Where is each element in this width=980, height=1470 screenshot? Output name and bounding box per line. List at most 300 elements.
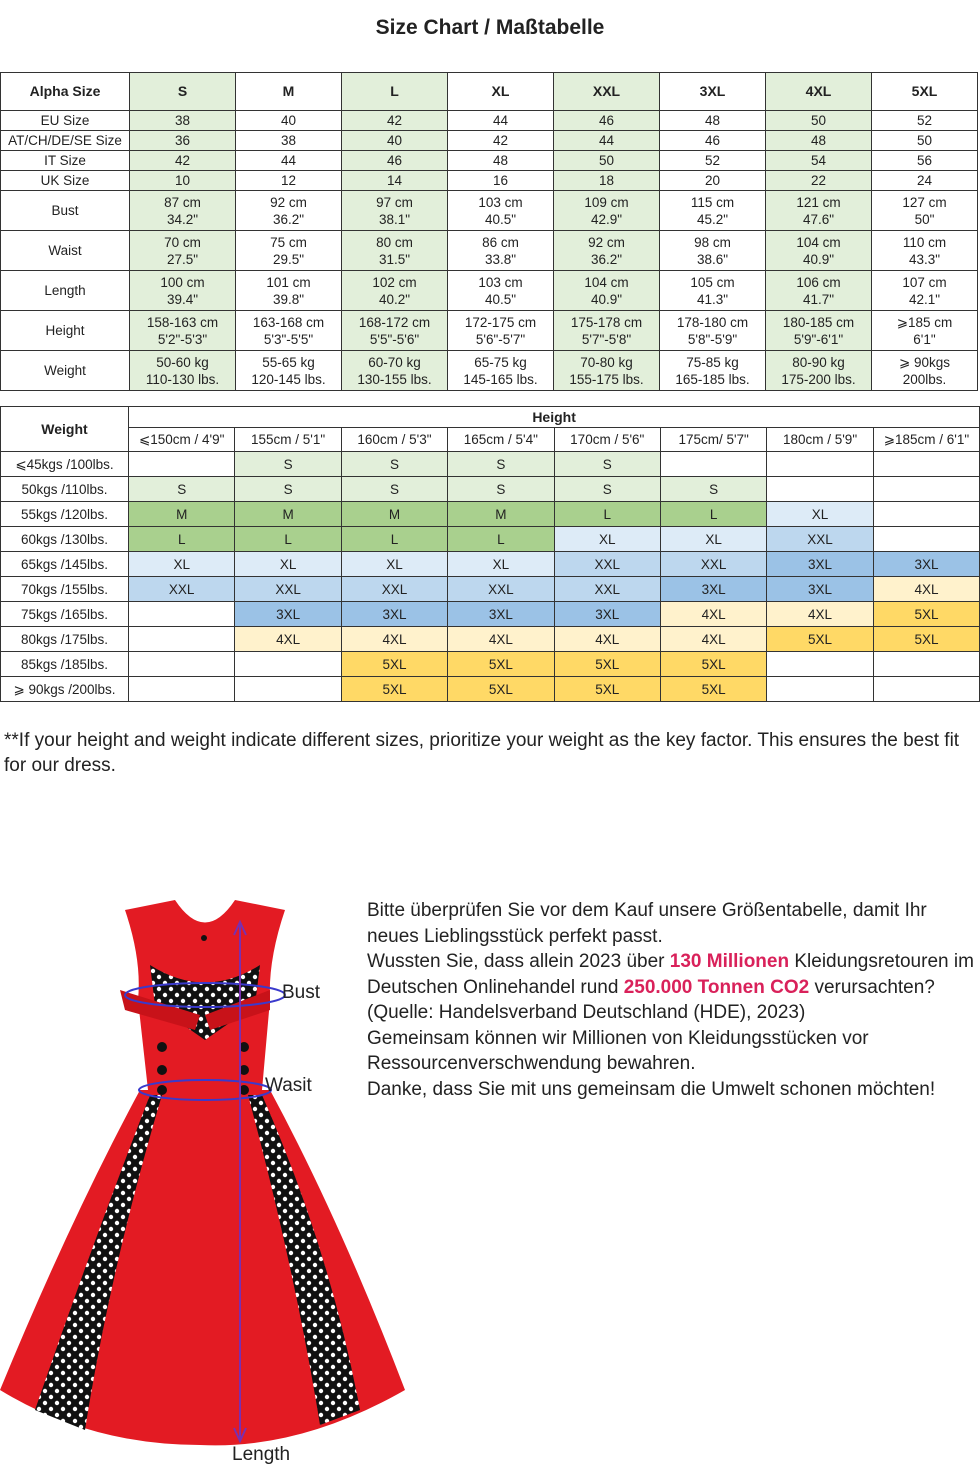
imperial-value: 5'7"-5'8" [581,331,632,347]
imperial-value: 5'3"-5'5" [263,331,314,347]
imperial-value: 42.9" [590,211,623,227]
imperial-value: 155-175 lbs. [569,371,644,387]
size-header-cell: 3XL [660,73,766,111]
fit-size-cell: L [129,527,235,552]
fit-size-cell [767,652,873,677]
metric-value: 70-80 kg [580,354,633,370]
row-label: Weight [1,351,130,391]
fit-size-cell [873,652,979,677]
imperial-value: 40.2" [378,291,411,307]
fit-size-cell: S [448,452,554,477]
fit-size-cell: S [660,477,766,502]
size-cell: 40 [236,111,342,131]
fit-size-cell: XL [554,527,660,552]
fit-size-cell [767,452,873,477]
metric-value: 106 cm [796,274,841,290]
size-cell [766,231,872,271]
imperial-value: 145-165 lbs. [463,371,538,387]
size-cell: 36 [130,131,236,151]
size-cell [660,231,766,271]
size-cell [130,191,236,231]
alpha-size-header: Alpha Size [1,73,130,111]
fit-size-cell: 4XL [448,627,554,652]
size-cell: 42 [448,131,554,151]
returns-highlight: 130 Millionen [669,951,790,972]
info-line-1: Bitte überprüfen Sie vor dem Kauf unsere Größentabelle, damit Ihr neues Lieblingsstück perfekt passt. [367,900,927,947]
fit-height-row [1,428,980,452]
fit-size-cell: 5XL [341,652,447,677]
imperial-value: 120-145 lbs. [251,371,326,387]
size-cell [766,271,872,311]
size-cell: 50 [872,131,978,151]
height-header-cell: 160cm / 5'3" [341,428,447,452]
size-cell [130,271,236,311]
size-cell: 10 [130,171,236,191]
length-label: Length [232,1444,291,1465]
fit-size-cell: XL [235,552,341,577]
metric-value: 65-75 kg [474,354,527,370]
size-cell [554,271,660,311]
weight-label: 80kgs /175lbs. [1,627,129,652]
imperial-value: 41.7" [802,291,835,307]
metric-value: 180-185 cm [782,314,855,330]
size-header-cell: 4XL [766,73,872,111]
size-cell [342,271,448,311]
imperial-value: 38.1" [378,211,411,227]
size-cell [660,271,766,311]
size-cell: 56 [872,151,978,171]
size-table-row [1,151,978,171]
fit-size-cell: XXL [660,552,766,577]
size-cell [342,311,448,351]
fit-size-cell: M [129,502,235,527]
fit-size-cell: 3XL [767,577,873,602]
co2-highlight: 250.000 Tonnen CO2 [623,976,810,998]
size-cell: 46 [554,111,660,131]
row-label: Length [1,271,130,311]
row-label: IT Size [1,151,130,171]
metric-value: 103 cm [478,194,523,210]
metric-value: 97 cm [376,194,413,210]
size-cell: 40 [342,131,448,151]
metric-value: 110 cm [902,234,947,250]
weight-label: ⩾ 90kgs /200lbs. [1,677,129,702]
fit-size-cell: 5XL [554,652,660,677]
fit-size-cell: XL [129,552,235,577]
size-cell [236,311,342,351]
size-cell [448,311,554,351]
fit-chart-table [0,406,980,702]
waist-label: Wasit [265,1075,312,1096]
size-header-cell: L [342,73,448,111]
fit-size-cell: M [235,502,341,527]
fit-size-cell: S [554,452,660,477]
fit-size-cell: 3XL [341,602,447,627]
size-cell [236,191,342,231]
fit-size-cell: XXL [341,577,447,602]
size-header-cell: 5XL [872,73,978,111]
size-cell: 20 [660,171,766,191]
metric-value: 101 cm [266,274,311,290]
row-label: EU Size [1,111,130,131]
imperial-value: 5'5"-5'6" [369,331,420,347]
fit-size-cell [873,477,979,502]
fit-table-row [1,527,980,552]
fit-size-cell: L [448,527,554,552]
fit-size-cell: M [448,502,554,527]
imperial-value: 36.2" [590,251,623,267]
size-cell [448,231,554,271]
size-header-cell: S [130,73,236,111]
metric-value: 168-172 cm [358,314,431,330]
metric-value: 115 cm [690,194,735,210]
fit-table-row [1,677,980,702]
imperial-value: 34.2" [166,211,199,227]
fit-size-cell: L [554,502,660,527]
size-cell: 46 [342,151,448,171]
fit-table-row [1,627,980,652]
fit-size-cell: 5XL [660,677,766,702]
metric-value: 105 cm [690,274,735,290]
fit-size-cell [767,677,873,702]
size-cell [448,351,554,391]
info-line-2: Wussten Sie, dass allein 2023 über 130 Millionen Kleidungsretouren im Deutschen Onlinehandel rund 250.000 Tonnen CO2 verursachten? [367,951,974,998]
fit-size-cell [767,477,873,502]
size-cell [236,351,342,391]
size-cell [236,271,342,311]
weight-label: 50kgs /110lbs. [1,477,129,502]
metric-value: 104 cm [584,274,629,290]
metric-value: 87 cm [164,194,201,210]
fit-table-row [1,477,980,502]
size-cell [236,231,342,271]
fit-size-cell [873,502,979,527]
fit-size-cell: L [660,502,766,527]
fit-size-cell [873,527,979,552]
size-table-row [1,111,978,131]
metric-value: 178-180 cm [676,314,749,330]
fit-size-cell: L [235,527,341,552]
size-header-row [1,73,978,111]
size-cell [342,231,448,271]
size-header-cell: M [236,73,342,111]
weight-label: 60kgs /130lbs. [1,527,129,552]
size-cell [872,231,978,271]
imperial-value: 5'8"-5'9" [687,331,738,347]
size-table-row [1,131,978,151]
fit-size-cell: S [554,477,660,502]
metric-value: 92 cm [270,194,307,210]
fit-size-cell: 4XL [767,602,873,627]
fit-size-cell: 4XL [873,577,979,602]
size-cell: 38 [236,131,342,151]
imperial-value: 40.5" [484,211,517,227]
size-cell [448,191,554,231]
fit-size-cell: S [235,477,341,502]
weight-label: 70kgs /155lbs. [1,577,129,602]
size-cell [554,351,660,391]
imperial-value: 45.2" [696,211,729,227]
imperial-value: 5'9"-6'1" [793,331,844,347]
size-cell: 54 [766,151,872,171]
size-cell [130,351,236,391]
imperial-value: 40.5" [484,291,517,307]
size-cell: 42 [130,151,236,171]
imperial-value: 5'6"-5'7" [475,331,526,347]
size-cell [448,271,554,311]
metric-value: 80-90 kg [792,354,845,370]
fit-size-cell: XXL [129,577,235,602]
size-cell [766,191,872,231]
size-cell: 44 [448,111,554,131]
fit-size-cell: 4XL [235,627,341,652]
size-cell: 22 [766,171,872,191]
info-text [367,898,977,1102]
fit-size-cell [235,652,341,677]
fit-size-cell: XL [660,527,766,552]
info-line-3: (Quelle: Handelsverband Deutschland (HDE), 2023) [367,1002,806,1023]
size-cell: 52 [660,151,766,171]
fit-size-cell: S [341,477,447,502]
metric-value: 98 cm [694,234,731,250]
size-cell: 44 [236,151,342,171]
metric-value: 55-65 kg [262,354,315,370]
imperial-value: 43.3" [908,251,941,267]
fit-size-cell: XXL [554,552,660,577]
fit-table-row [1,552,980,577]
height-header-cell: 155cm / 5'1" [235,428,341,452]
imperial-value: 39.8" [272,291,305,307]
height-header-cell: 170cm / 5'6" [554,428,660,452]
size-cell [130,231,236,271]
size-cell: 50 [766,111,872,131]
size-cell: 18 [554,171,660,191]
imperial-value: 38.6" [696,251,729,267]
fit-size-cell [660,452,766,477]
fit-size-cell [235,677,341,702]
row-label: AT/CH/DE/SE Size [1,131,130,151]
fit-size-cell: 5XL [873,627,979,652]
metric-value: 121 cm [796,194,841,210]
imperial-value: 165-185 lbs. [675,371,750,387]
bust-label: Bust [282,982,321,1003]
info-line-5: Danke, dass Sie mit uns gemeinsam die Umwelt schonen möchten! [367,1078,936,1100]
size-table-row [1,311,978,351]
fit-size-cell: 3XL [554,602,660,627]
imperial-value: 42.1" [908,291,941,307]
size-cell [872,191,978,231]
weight-label: 55kgs /120lbs. [1,502,129,527]
height-header-cell: ⩾185cm / 6'1" [873,428,979,452]
size-cell [660,311,766,351]
size-cell: 52 [872,111,978,131]
size-table-row [1,231,978,271]
row-label: Waist [1,231,130,271]
fit-size-cell: 4XL [660,602,766,627]
imperial-value: 40.9" [802,251,835,267]
imperial-value: 200lbs. [902,371,947,387]
height-header-cell: 180cm / 5'9" [767,428,873,452]
fit-size-cell: XXL [448,577,554,602]
fit-size-cell [129,677,235,702]
imperial-value: 130-155 lbs. [357,371,432,387]
fit-size-cell: 3XL [873,552,979,577]
row-label: Bust [1,191,130,231]
size-cell: 48 [766,131,872,151]
size-table-row [1,171,978,191]
imperial-value: 31.5" [378,251,411,267]
fit-table-row [1,577,980,602]
size-cell: 12 [236,171,342,191]
sizing-note: **If your height and weight indicate different sizes, prioritize your weight as the key factor. This ensures the best fit for our dress. [4,730,960,776]
imperial-value: 33.8" [484,251,517,267]
metric-value: 80 cm [376,234,413,250]
fit-table-row [1,502,980,527]
fit-size-cell [873,677,979,702]
imperial-value: 40.9" [590,291,623,307]
imperial-value: 110-130 lbs. [145,371,220,387]
fit-size-cell: S [129,477,235,502]
size-cell: 16 [448,171,554,191]
imperial-value: 41.3" [696,291,729,307]
imperial-value: 27.5" [166,251,199,267]
metric-value: 50-60 kg [156,354,209,370]
size-cell [554,191,660,231]
fit-size-cell: 3XL [660,577,766,602]
fit-size-cell [129,627,235,652]
size-chart-table [0,72,978,391]
height-header-cell: 175cm/ 5'7" [660,428,766,452]
size-cell: 38 [130,111,236,131]
size-cell: 48 [448,151,554,171]
row-label: Height [1,311,130,351]
fit-size-cell: L [341,527,447,552]
weight-label: 85kgs /185lbs. [1,652,129,677]
size-table-row [1,271,978,311]
size-cell: 14 [342,171,448,191]
height-group-header: Height [129,407,980,428]
fit-size-cell: 3XL [448,602,554,627]
size-cell: 24 [872,171,978,191]
metric-value: 86 cm [482,234,519,250]
size-cell [342,191,448,231]
fit-size-cell: 4XL [554,627,660,652]
metric-value: 70 cm [164,234,201,250]
metric-value: ⩾ 90kgs [898,354,951,370]
size-cell: 46 [660,131,766,151]
fit-size-cell: XXL [554,577,660,602]
metric-value: 75 cm [270,234,307,250]
metric-value: 75-85 kg [686,354,739,370]
size-cell [660,351,766,391]
size-cell [342,351,448,391]
fit-size-cell: XXL [767,527,873,552]
size-cell: 44 [554,131,660,151]
fit-size-cell: 4XL [660,627,766,652]
fit-size-cell [129,452,235,477]
fit-size-cell [129,602,235,627]
fit-size-cell: XXL [235,577,341,602]
size-table-row [1,351,978,391]
fit-size-cell: M [341,502,447,527]
metric-value: 60-70 kg [368,354,421,370]
metric-value: 100 cm [160,274,205,290]
info-line-4: Gemeinsam können wir Millionen von Kleidungsstücken vor Ressourcenverschwendung bewahren. [367,1027,869,1074]
fit-size-cell: S [235,452,341,477]
imperial-value: 39.4" [166,291,199,307]
size-cell [660,191,766,231]
weight-label: 75kgs /165lbs. [1,602,129,627]
size-cell [872,351,978,391]
size-cell [872,271,978,311]
size-cell [872,311,978,351]
metric-value: 92 cm [588,234,625,250]
fit-size-cell: 4XL [341,627,447,652]
size-cell [766,311,872,351]
height-header-cell: 165cm / 5'4" [448,428,554,452]
weight-corner-header: Weight [1,407,129,452]
fit-size-cell [129,652,235,677]
metric-value: 104 cm [796,234,841,250]
fit-size-cell: 5XL [873,602,979,627]
size-cell: 48 [660,111,766,131]
fit-size-cell: XL [341,552,447,577]
size-cell [554,311,660,351]
fit-size-cell: S [448,477,554,502]
size-table-row [1,191,978,231]
metric-value: 158-163 cm [146,314,219,330]
weight-label: ⩽45kgs /100lbs. [1,452,129,477]
height-header-cell: ⩽150cm / 4'9" [129,428,235,452]
imperial-value: 47.6" [802,211,835,227]
fit-size-cell [873,452,979,477]
fit-size-cell: S [341,452,447,477]
dress-illustration [0,890,410,1470]
size-header-cell: XXL [554,73,660,111]
fit-size-cell: 5XL [660,652,766,677]
fit-header-row [1,407,980,428]
fit-size-cell: 5XL [448,677,554,702]
metric-value: 172-175 cm [464,314,537,330]
size-header-cell: XL [448,73,554,111]
fit-table-row [1,602,980,627]
fit-size-cell: XL [448,552,554,577]
metric-value: 163-168 cm [252,314,325,330]
page-title: Size Chart / Maßtabelle [375,16,605,39]
metric-value: 109 cm [584,194,629,210]
fit-table-row [1,652,980,677]
row-label: UK Size [1,171,130,191]
imperial-value: 5'2"-5'3" [157,331,208,347]
fit-table-row [1,452,980,477]
metric-value: 103 cm [478,274,523,290]
size-cell [130,311,236,351]
imperial-value: 29.5" [272,251,305,267]
fit-size-cell: 3XL [235,602,341,627]
size-cell [766,351,872,391]
fit-size-cell: 5XL [767,627,873,652]
fit-size-cell: 5XL [554,677,660,702]
fit-size-cell: 5XL [448,652,554,677]
size-cell [554,231,660,271]
metric-value: 102 cm [372,274,417,290]
metric-value: 175-178 cm [570,314,643,330]
size-cell: 50 [554,151,660,171]
imperial-value: 175-200 lbs. [781,371,856,387]
metric-value: ⩾185 cm [896,314,953,330]
size-cell: 42 [342,111,448,131]
imperial-value: 50" [914,211,935,227]
